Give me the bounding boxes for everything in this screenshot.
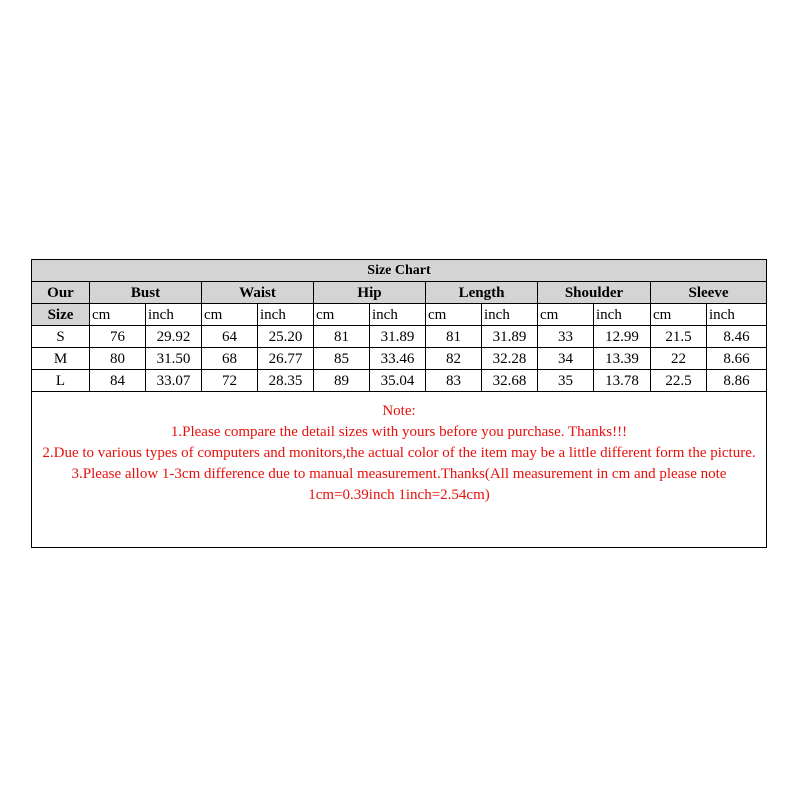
table-cell: 68: [202, 348, 258, 370]
unit-cm: cm: [314, 304, 370, 326]
unit-inch: inch: [594, 304, 651, 326]
header-hip: Hip: [314, 282, 426, 304]
note-line-1: 1.Please compare the detail sizes with yours before you purchase. Thanks!!!: [170, 424, 628, 440]
table-cell: 72: [202, 370, 258, 392]
table-cell: 33: [538, 326, 594, 348]
table-cell: 80: [90, 348, 146, 370]
unit-inch: inch: [707, 304, 767, 326]
header-bust: Bust: [90, 282, 202, 304]
header-shoulder: Shoulder: [538, 282, 651, 304]
table-cell: 8.46: [707, 326, 767, 348]
unit-cm: cm: [426, 304, 482, 326]
table-cell: 29.92: [146, 326, 202, 348]
table-cell: 31.89: [370, 326, 426, 348]
table-cell: 35.04: [370, 370, 426, 392]
table-row: [32, 370, 767, 392]
table-cell: 8.66: [707, 348, 767, 370]
unit-cm: cm: [90, 304, 146, 326]
note-line-2: 2.Due to various types of computers and monitors,the actual color of the item may be a little different form the picture.: [42, 445, 756, 461]
table-cell: 81: [314, 326, 370, 348]
unit-cm: cm: [651, 304, 707, 326]
size-chart-title: Size Chart: [32, 260, 767, 282]
table-cell: 13.39: [594, 348, 651, 370]
size-label: S: [32, 326, 90, 348]
table-cell: 26.77: [258, 348, 314, 370]
table-row: [32, 348, 767, 370]
table-cell: 31.89: [482, 326, 538, 348]
size-header-bottom: Size: [32, 304, 90, 326]
table-cell: 32.28: [482, 348, 538, 370]
table-cell: 83: [426, 370, 482, 392]
table-cell: 64: [202, 326, 258, 348]
table-cell: 33.46: [370, 348, 426, 370]
table-cell: 76: [90, 326, 146, 348]
unit-inch: inch: [258, 304, 314, 326]
unit-cm: cm: [202, 304, 258, 326]
table-cell: 84: [90, 370, 146, 392]
table-cell: 8.86: [707, 370, 767, 392]
table-cell: 85: [314, 348, 370, 370]
table-cell: 22: [651, 348, 707, 370]
table-cell: 33.07: [146, 370, 202, 392]
size-label: L: [32, 370, 90, 392]
table-cell: 32.68: [482, 370, 538, 392]
table-cell: 25.20: [258, 326, 314, 348]
table-cell: 31.50: [146, 348, 202, 370]
table-cell: 12.99: [594, 326, 651, 348]
table-cell: 81: [426, 326, 482, 348]
note-line-3: 3.Please allow 1-3cm difference due to manual measurement.Thanks(All measurement in cm and please note 1cm=0.39inch 1inch=2.54cm): [71, 466, 727, 503]
table-cell: 13.78: [594, 370, 651, 392]
unit-inch: inch: [370, 304, 426, 326]
size-header-top: Our: [32, 282, 90, 304]
table-cell: 28.35: [258, 370, 314, 392]
note-heading: Note:: [382, 403, 416, 419]
header-sleeve: Sleeve: [651, 282, 767, 304]
table-cell: 82: [426, 348, 482, 370]
table-row: [32, 326, 767, 348]
header-length: Length: [426, 282, 538, 304]
unit-inch: inch: [146, 304, 202, 326]
size-chart-table: [31, 259, 767, 548]
table-cell: 21.5: [651, 326, 707, 348]
unit-cm: cm: [538, 304, 594, 326]
header-waist: Waist: [202, 282, 314, 304]
table-cell: 89: [314, 370, 370, 392]
table-cell: 22.5: [651, 370, 707, 392]
size-label: M: [32, 348, 90, 370]
note-block: [32, 392, 767, 548]
table-cell: 34: [538, 348, 594, 370]
table-cell: 35: [538, 370, 594, 392]
unit-inch: inch: [482, 304, 538, 326]
